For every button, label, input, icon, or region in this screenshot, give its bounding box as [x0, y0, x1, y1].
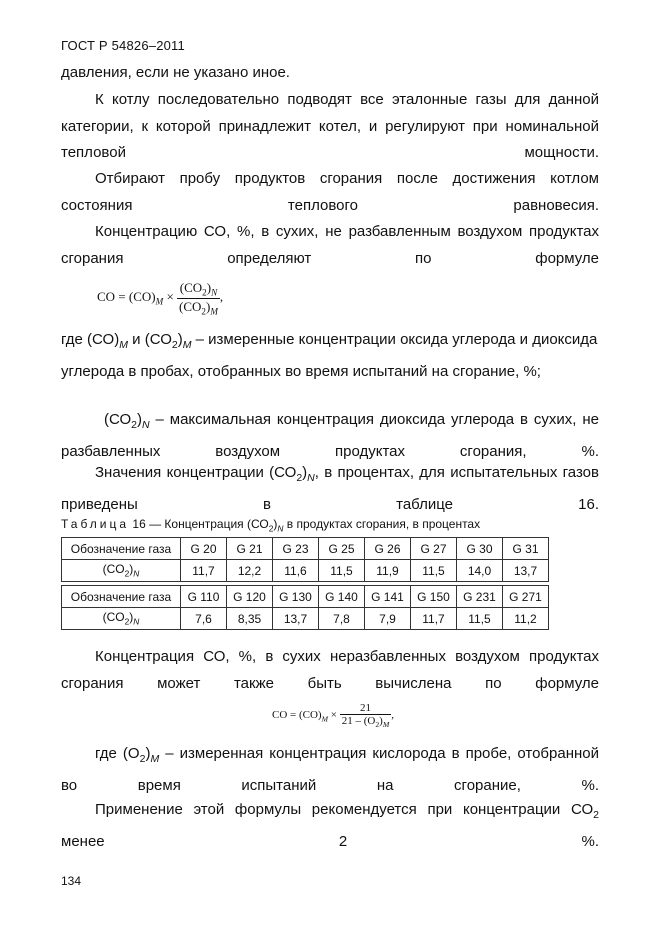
table-cell: G 20 — [181, 538, 227, 560]
formula-fraction — [340, 702, 392, 729]
paragraph-formula-recommendation: Применение этой формулы рекомендуется при концентрации $СО_2$ менее 2 %. — [61, 801, 599, 850]
paragraph-co-concentration: Концентрацию СО, %, в сухих, не разбавленным воздухом продуктах сгорания определяют по формуле — [61, 223, 599, 267]
table-row-co2-values — [62, 608, 549, 630]
paragraph-where-measured: где $(СО)_М$ и $(СО_2)_М$ – измеренные концентрации оксида углерода и диоксида углерода в пробах, отобранных во время испытаний на сгорание, %; — [61, 331, 598, 380]
formula-comma: , — [391, 709, 394, 722]
formula-times: × — [166, 289, 174, 305]
formula-numerator: 21 — [340, 702, 392, 715]
table-cell: 13,7 — [273, 608, 319, 630]
table-cell: 12,2 — [227, 560, 273, 582]
table-cell: G 231 — [457, 586, 503, 608]
paragraph-continuation: давления, если не указано иное. — [61, 64, 290, 81]
formula-times: × — [330, 709, 337, 722]
table-cell: G 120 — [227, 586, 273, 608]
formula-denominator: $21 - (O_2)_M$ — [341, 715, 390, 730]
paragraph-where-oxygen: где $(О_2)_М$ – измеренная концентрация кислорода в пробе, отобранной во время испытаний на сгорание, %. — [61, 745, 599, 794]
table-cell: G 21 — [227, 538, 273, 560]
table-row-label: Обозначение газа — [62, 586, 181, 608]
table-cell: 11,9 — [365, 560, 411, 582]
table-cell: 11,7 — [181, 560, 227, 582]
co2-table-block-1 — [61, 537, 549, 582]
table-cell: G 150 — [411, 586, 457, 608]
formula-denominator: $(CO_2)_M$ — [179, 298, 218, 317]
formula-co-oxygen — [272, 702, 394, 729]
table-cell: 7,9 — [365, 608, 411, 630]
co2-table-block-2 — [61, 585, 549, 630]
formula-lhs: CO = (CO) — [97, 289, 156, 305]
table-cell: G 25 — [319, 538, 365, 560]
table-caption: Таблица 16 — Концентрация $(СО_2)_N$ в продуктах сгорания, в процентах — [61, 517, 481, 534]
table-row-label: Обозначение газа — [62, 538, 181, 560]
formula-numerator: $(CO_2)_N$ — [177, 280, 220, 299]
table-cell: 11,5 — [411, 560, 457, 582]
standard-header: ГОСТ Р 54826–2011 — [61, 38, 185, 53]
paragraph-table-reference: Значения концентрации $(СО_2)_N$, в процентах, для испытательных газов приведены в таблице 16. — [61, 464, 599, 513]
formula-lhs-subscript: M — [155, 296, 164, 307]
table-cell: G 110 — [181, 586, 227, 608]
table-row-gas-names — [62, 586, 549, 608]
table-cell: G 271 — [503, 586, 549, 608]
table-cell: G 140 — [319, 586, 365, 608]
table-row-gas-names — [62, 538, 549, 560]
table-cell: 11,6 — [273, 560, 319, 582]
table-cell: 11,2 — [503, 608, 549, 630]
table-cell: 7,8 — [319, 608, 365, 630]
table-cell: G 130 — [273, 586, 319, 608]
formula-lhs: CO = (CO) — [272, 709, 322, 722]
page-number: 134 — [61, 874, 82, 888]
paragraph-reference-gases: К котлу последовательно подводят все эталонные газы для данной категории, к которой принадлежит котел, и регулируют при номинальной тепловой мощности. — [61, 91, 599, 161]
table-cell: 11,7 — [411, 608, 457, 630]
paragraph-max-co2: $(СО_2)_N$ – максимальная концентрация диоксида углерода в сухих, не разбавленных воздухом продуктах сгорания, %. — [61, 411, 599, 460]
table-cell: G 26 — [365, 538, 411, 560]
table-row-label: $(CO_2)_N$ — [62, 560, 181, 582]
table-cell: G 27 — [411, 538, 457, 560]
formula-co-calculation — [97, 280, 223, 316]
paragraph-sampling: Отбирают пробу продуктов сгорания после достижения котлом состояния теплового равновесия. — [61, 170, 599, 214]
table-cell: 14,0 — [457, 560, 503, 582]
table-cell: G 31 — [503, 538, 549, 560]
paragraph-alternative-formula: Концентрация СО, %, в сухих неразбавленных воздухом продуктах сгорания может также быть вычислена по формуле — [61, 648, 599, 692]
table-row-co2-values — [62, 560, 549, 582]
formula-lhs-subscript: M — [321, 714, 328, 724]
formula-fraction — [177, 280, 220, 316]
table-cell: G 30 — [457, 538, 503, 560]
table-cell: 13,7 — [503, 560, 549, 582]
table-cell: 11,5 — [457, 608, 503, 630]
table-cell: 8,35 — [227, 608, 273, 630]
table-cell: 7,6 — [181, 608, 227, 630]
table-cell: G 23 — [273, 538, 319, 560]
table-cell: G 141 — [365, 586, 411, 608]
formula-comma: , — [219, 289, 224, 305]
table-row-label: $(CO_2)_N$ — [62, 608, 181, 630]
table-cell: 11,5 — [319, 560, 365, 582]
